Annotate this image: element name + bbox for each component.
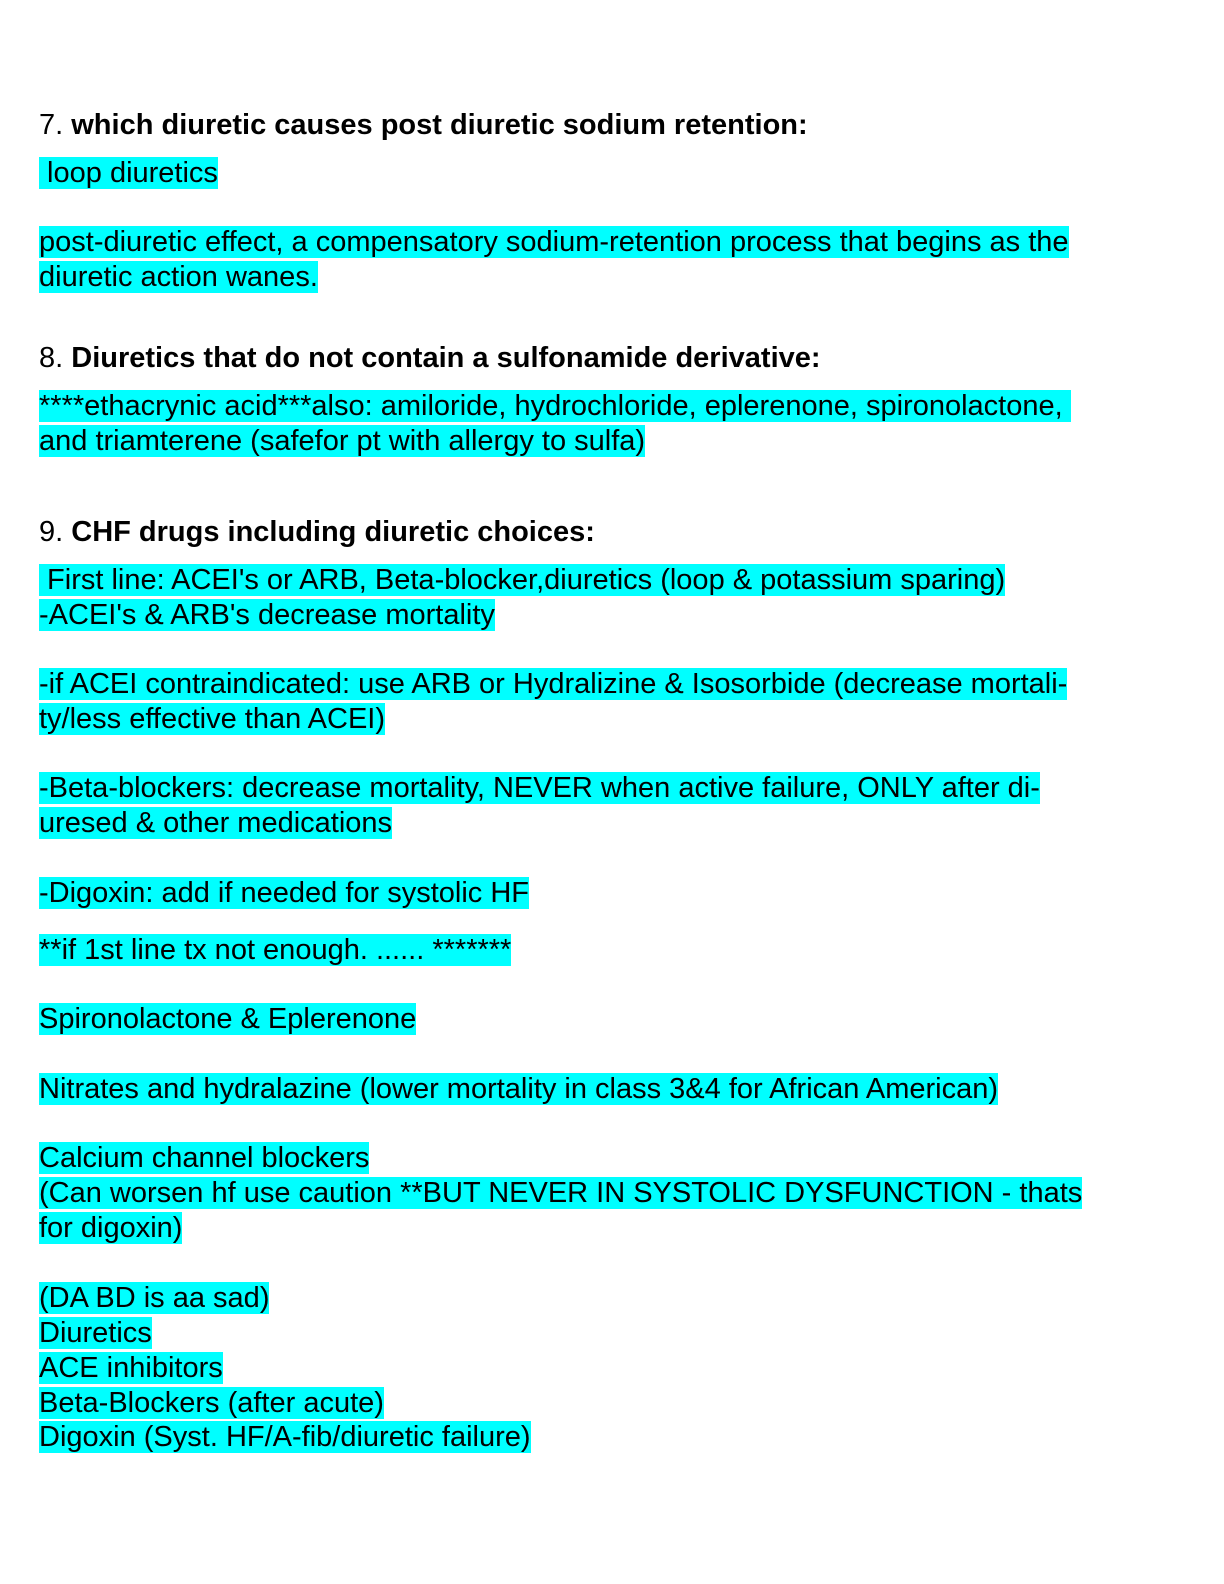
answer-line (39, 1072, 998, 1107)
answer-line (39, 933, 511, 968)
answer-line (39, 1316, 152, 1351)
answer-line (39, 1211, 182, 1246)
answer-line (39, 1386, 384, 1421)
answer-line (39, 1176, 1082, 1211)
answer-line (39, 225, 1069, 260)
answer-text: Calcium channel blockers (39, 1142, 370, 1174)
answer-text: -if ACEI contraindicated: use ARB or Hydralizine & Isosorbide (decrease mortali- (39, 668, 1068, 700)
question-9-number: 9. (39, 516, 64, 548)
answer-line (39, 1351, 223, 1386)
answer-text: First line: ACEI's or ARB, Beta-blocker,diuretics (loop & potassium sparing) (39, 564, 1006, 596)
answer-line (39, 424, 645, 459)
answer-text: (Can worsen hf use caution **BUT NEVER IN SYSTOLIC DYSFUNCTION - thats (39, 1177, 1083, 1209)
answer-text: Beta-Blockers (after acute) (39, 1387, 384, 1419)
answer-line (39, 598, 495, 633)
question-8-heading (39, 341, 821, 376)
question-9-text: CHF drugs including diuretic choices: (71, 516, 595, 548)
answer-line (39, 1420, 531, 1455)
answer-text: -ACEI's & ARB's decrease mortality (39, 599, 495, 631)
answer-line (39, 1281, 269, 1316)
question-7-heading (39, 108, 808, 143)
answer-text: uresed & other medications (39, 807, 393, 839)
answer-text: ty/less effective than ACEI) (39, 703, 386, 735)
answer-line (39, 1141, 369, 1176)
answer-line (39, 806, 392, 841)
answer-line (39, 389, 1071, 424)
answer-line (39, 876, 529, 911)
answer-text: Digoxin (Syst. HF/A-fib/diuretic failure) (39, 1421, 531, 1453)
answer-text: loop diuretics (39, 157, 218, 189)
answer-text: -Digoxin: add if needed for systolic HF (39, 877, 529, 909)
answer-text: Nitrates and hydralazine (lower mortality in class 3&4 for African American) (39, 1073, 998, 1105)
question-7-text: which diuretic causes post diuretic sodium retention: (71, 109, 808, 141)
answer-text: Spironolactone & Eplerenone (39, 1003, 417, 1035)
answer-line (39, 667, 1067, 702)
answer-text: **if 1st line tx not enough. ...... ******* (39, 934, 512, 966)
answer-line (39, 1002, 416, 1037)
answer-line (39, 563, 1005, 598)
question-7-number: 7. (39, 109, 64, 141)
answer-line (39, 771, 1040, 806)
answer-text: and triamterene (safefor pt with allergy to sulfa) (39, 425, 646, 457)
answer-line (39, 260, 318, 295)
question-8-text: Diuretics that do not contain a sulfonamide derivative: (71, 342, 821, 374)
answer-text: Diuretics (39, 1317, 152, 1349)
answer-text: diuretic action wanes. (39, 261, 318, 293)
answer-text: -Beta-blockers: decrease mortality, NEVER when active failure, ONLY after di- (39, 772, 1040, 804)
answer-text: for digoxin) (39, 1212, 183, 1244)
answer-text: post-diuretic effect, a compensatory sodium-retention process that begins as the (39, 226, 1069, 258)
question-9-heading (39, 515, 595, 550)
answer-text: ACE inhibitors (39, 1352, 223, 1384)
answer-line (39, 156, 218, 191)
question-8-number: 8. (39, 342, 64, 374)
answer-text: ****ethacrynic acid***also: amiloride, hydrochloride, eplerenone, spironolactone, (39, 390, 1071, 422)
answer-text: (DA BD is aa sad) (39, 1282, 270, 1314)
answer-line (39, 702, 385, 737)
